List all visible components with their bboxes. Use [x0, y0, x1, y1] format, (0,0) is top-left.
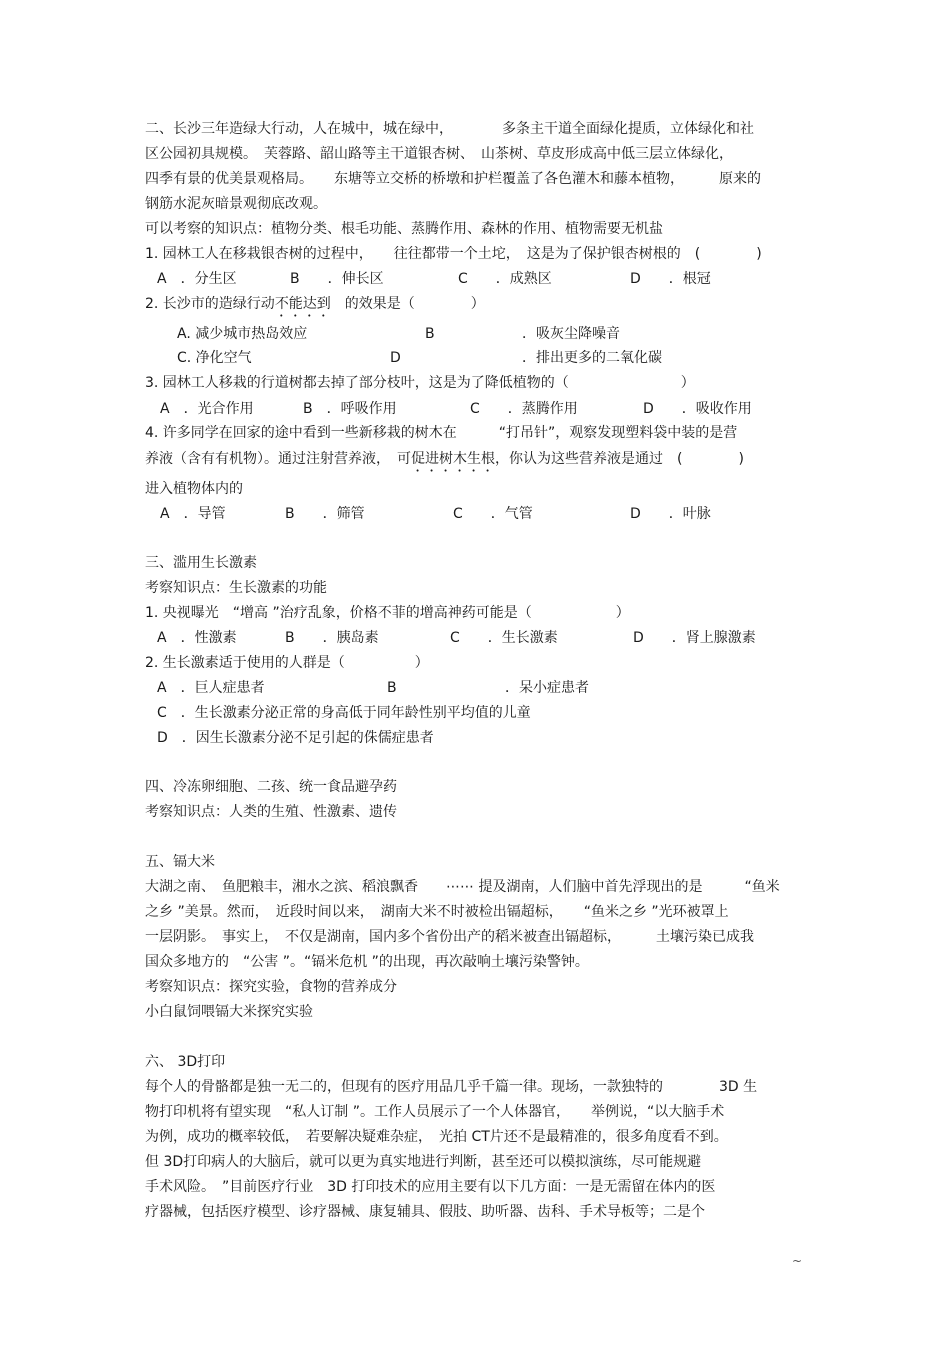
s5-knowledge-points: 考察知识点：探究实验，食物的营养成分 [145, 979, 397, 995]
s6-paragraph-line-5: 手术风险。 ”目前医疗行业 3D 打印技术的应用主要有以下几方面：一是无需留在体内的医 [145, 1179, 716, 1195]
s2-q4-line-2-post: ，你认为这些营养液是通过 ( ) [495, 451, 744, 467]
s2-q2-option-d-letter: D [390, 350, 401, 366]
s4-knowledge-points: 考察知识点：人类的生殖、性激素、遗传 [145, 804, 397, 820]
s2-q4-option-d: D ．叶脉 [630, 506, 711, 522]
s5-paragraph-line-3: 一层阴影。 事实上， 不仅是湖南，国内多个省份出产的稻米被查出镉超标， 土壤污染已成我 [145, 929, 754, 945]
s2-q2-stem [145, 295, 810, 320]
s6-paragraph-line-4: 但 3D打印病人的大脑后，就可以更为真实地进行判断，甚至还可以模拟演练，尽可能规避 [145, 1154, 702, 1170]
s2-knowledge-points: 可以考察的知识点：植物分类、根毛功能、蒸腾作用、森林的作用、植物需要无机盐 [145, 221, 663, 237]
s3-q1-stem: 1. 央视曝光 “增高 ”治疗乱象，价格不菲的增高神药可能是（ ） [145, 605, 630, 621]
s6-paragraph-line-2: 物打印机将有望实现 “私人订制 ”。工作人员展示了一个人体器官， 举例说，“以大脑手术 [145, 1104, 725, 1120]
s2-q2-option-b-letter: B [425, 326, 435, 342]
s3-q2-stem: 2. 生长激素适于使用的人群是（ ） [145, 655, 429, 671]
s2-q2-stem-pre: 2. 长沙市的造绿行动 [145, 296, 275, 312]
s2-q2-stem-emphasis: 不能达到 [274, 296, 331, 312]
s5-title: 五、镉大米 [145, 854, 215, 870]
s2-q3-stem: 3. 园林工人移栽的行道树都去掉了部分枝叶，这是为了降低植物的（ ） [145, 375, 695, 391]
s2-q3-option-b: B ．呼吸作用 [303, 401, 397, 417]
s2-q4-line-2 [145, 450, 810, 475]
s2-paragraph-line-1: 二、长沙三年造绿大行动，人在城中，城在绿中， 多条主干道全面绿化提质，立体绿化和社 [145, 121, 754, 137]
s2-q2-stem-post: 的效果是（ ） [330, 296, 485, 312]
s5-paragraph-line-4: 国众多地方的 “公害 ”。“镉米危机 ”的出现，再次敲响土壤污染警钟。 [145, 954, 589, 970]
s2-q1-option-d: D ．根冠 [630, 271, 711, 287]
page-corner-mark: ~ [792, 1254, 803, 1268]
s2-q2-option-c: C. 净化空气 [177, 350, 252, 366]
s6-paragraph-line-1: 每个人的骨骼都是独一无二的，但现有的医疗用品几乎千篇一律。现场，一款独特的 3D 生 [145, 1079, 758, 1095]
s3-q1-option-a: A ．性激素 [157, 630, 237, 646]
s5-paragraph-line-2: 之乡 ”美景。然而， 近段时间以来， 湖南大米不时被检出镉超标， “鱼米之乡 ”光环被罩上 [145, 904, 729, 920]
s2-q3-option-a: A ．光合作用 [160, 401, 254, 417]
s2-q4-line-2-emphasis: 促进树木生根 [411, 451, 495, 467]
s3-q1-option-d: D ．肾上腺激素 [633, 630, 756, 646]
s5-experiment: 小白鼠饲喂镉大米探究实验 [145, 1004, 313, 1020]
s3-q2-option-d: D ．因生长激素分泌不足引起的侏儒症患者 [157, 730, 434, 746]
s2-q4-line-1: 4. 许多同学在回家的途中看到一些新移栽的树木在 “打吊针”，观察发现塑料袋中装的是营 [145, 425, 738, 441]
s2-q1-option-c: C ．成熟区 [458, 271, 552, 287]
s2-paragraph-line-3: 四季有景的优美景观格局。 东塘等立交桥的桥墩和护栏覆盖了各色灌木和藤本植物， 原来的 [145, 171, 761, 187]
s2-q3-option-d: D ．吸收作用 [643, 401, 752, 417]
s3-knowledge-points: 考察知识点：生长激素的功能 [145, 580, 327, 596]
s3-q1-option-b: B ．胰岛素 [285, 630, 379, 646]
s2-q1-option-b: B ．伸长区 [290, 271, 384, 287]
s3-q2-option-b-letter: B [387, 680, 397, 696]
s2-q1-stem: 1. 园林工人在移栽银杏树的过程中， 往往都带一个土坨， 这是为了保护银杏树根的 ( ) [145, 246, 762, 262]
s3-q2-option-a: A ．巨人症患者 [157, 680, 265, 696]
s3-q1-option-c: C ．生长激素 [450, 630, 558, 646]
s2-q4-line-2-pre: 养液（含有有机物）。通过注射营养液， 可 [145, 451, 411, 467]
s3-title: 三、滥用生长激素 [145, 555, 257, 571]
s2-q2-option-d-text: ．排出更多的二氧化碳 [522, 350, 662, 366]
s2-q2-option-b-text: ．吸灰尘降噪音 [522, 326, 620, 342]
s2-q4-option-b: B ．筛管 [285, 506, 365, 522]
s2-q4-option-c: C ．气管 [453, 506, 533, 522]
s6-title: 六、 3D打印 [145, 1054, 226, 1070]
s4-title: 四、冷冻卵细胞、二孩、统一食品避孕药 [145, 779, 397, 795]
s2-q4-option-a: A ．导管 [160, 506, 226, 522]
s2-q3-option-c: C ．蒸腾作用 [470, 401, 578, 417]
s6-paragraph-line-3: 为例，成功的概率较低， 若要解决疑难杂症， 光拍 CT片还不是最精准的，很多角度看不到。 [145, 1129, 728, 1145]
s5-paragraph-line-1: 大湖之南、 鱼肥粮丰，湘水之滨、稻浪飘香 ⋯⋯ 提及湖南，人们脑中首先浮现出的是 “鱼米 [145, 879, 780, 895]
s6-paragraph-line-6: 疗器械，包括医疗模型、诊疗器械、康复辅具、假肢、助听器、齿科、手术导板等；二是个 [145, 1204, 705, 1220]
s2-q4-line-3: 进入植物体内的 [145, 481, 243, 497]
s2-q2-option-a: A. 减少城市热岛效应 [177, 326, 308, 342]
s2-q1-option-a: A ．分生区 [157, 271, 237, 287]
s2-paragraph-line-2: 区公园初具规模。 芙蓉路、韶山路等主干道银杏树、 山茶树、草皮形成高中低三层立体绿化， [145, 146, 733, 162]
s2-paragraph-line-4: 钢筋水泥灰暗景观彻底改观。 [145, 196, 327, 212]
s3-q2-option-c: C ．生长激素分泌正常的身高低于同年龄性别平均值的儿童 [157, 705, 531, 721]
s3-q2-option-b-text: ．呆小症患者 [505, 680, 589, 696]
